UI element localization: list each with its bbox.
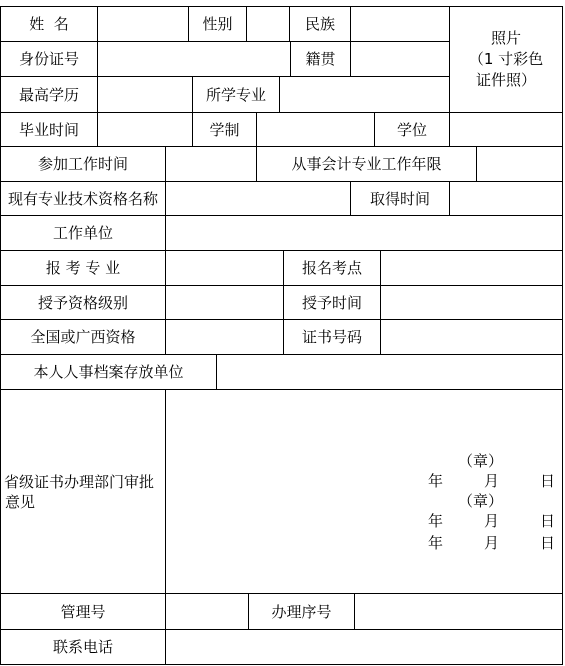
phone-label-text: 联系电话 bbox=[52, 638, 113, 656]
accounting-years-label-text: 从事会计专业工作年限 bbox=[291, 155, 442, 173]
schooling-label-text: 学制 bbox=[209, 120, 240, 139]
employer-field[interactable] bbox=[165, 215, 563, 251]
qualification-label-text: 现有专业技术资格名称 bbox=[7, 189, 158, 208]
obtain-time-label bbox=[350, 181, 450, 216]
granted-level-label bbox=[0, 285, 166, 320]
photo-box[interactable] bbox=[449, 6, 563, 113]
work-start-field[interactable] bbox=[165, 146, 257, 182]
gender-field[interactable] bbox=[246, 6, 290, 42]
gender-label bbox=[188, 6, 247, 42]
granted-level-field[interactable] bbox=[165, 285, 284, 320]
major-field[interactable] bbox=[279, 76, 450, 113]
approval-opinion-area[interactable] bbox=[165, 389, 563, 594]
education-label-text: 最高学历 bbox=[18, 85, 79, 104]
major-label bbox=[192, 76, 280, 113]
process-no-label-text: 办理序号 bbox=[271, 602, 332, 621]
name-label-text: 姓 名 bbox=[29, 15, 69, 33]
cert-no-field[interactable] bbox=[380, 319, 563, 355]
cert-no-label-text: 证书号码 bbox=[301, 328, 362, 346]
national-label bbox=[0, 319, 166, 355]
granted-time-label-text: 授予时间 bbox=[301, 293, 362, 312]
seal-1: （章） bbox=[458, 452, 504, 470]
process-no-label bbox=[248, 593, 355, 630]
education-label bbox=[0, 76, 98, 113]
photo-line-1: 照片 bbox=[490, 29, 521, 47]
native-label-text: 籍贯 bbox=[305, 50, 336, 68]
archive-field[interactable] bbox=[216, 354, 563, 390]
grad-time-field[interactable] bbox=[97, 112, 193, 147]
ethnicity-label-text: 民族 bbox=[304, 15, 335, 33]
mgmt-no-field[interactable] bbox=[165, 593, 249, 630]
id-label bbox=[0, 41, 98, 77]
approval-label-line-2: 意见 bbox=[5, 492, 36, 511]
ethnicity-field[interactable] bbox=[350, 6, 450, 42]
work-start-label bbox=[0, 146, 166, 182]
approval-label-line-1: 省级证书办理部门审批 bbox=[4, 472, 155, 491]
exam-site-label bbox=[283, 250, 381, 286]
exam-site-label-text: 报名考点 bbox=[301, 259, 362, 277]
schooling-label bbox=[192, 112, 257, 147]
education-field[interactable] bbox=[97, 76, 193, 113]
granted-level-label-text: 授予资格级别 bbox=[37, 293, 128, 312]
date-1-month: 月 bbox=[484, 472, 500, 490]
qualification-label bbox=[0, 181, 166, 216]
archive-label-text: 本人人事档案存放单位 bbox=[33, 363, 184, 381]
grad-time-label bbox=[0, 112, 98, 147]
obtain-time-label-text: 取得时间 bbox=[369, 189, 430, 208]
date-2-month: 月 bbox=[484, 512, 500, 530]
granted-time-field[interactable] bbox=[380, 285, 563, 320]
mgmt-no-label-text: 管理号 bbox=[60, 602, 106, 621]
id-field[interactable] bbox=[97, 41, 291, 77]
employer-label-text: 工作单位 bbox=[52, 224, 113, 242]
accounting-years-field[interactable] bbox=[476, 146, 563, 182]
date-3-day: 日 bbox=[540, 534, 556, 552]
native-label bbox=[290, 41, 351, 77]
date-2-day: 日 bbox=[540, 512, 556, 530]
phone-field[interactable] bbox=[165, 629, 563, 665]
employer-label bbox=[0, 215, 166, 251]
grad-time-label-text: 毕业时间 bbox=[18, 120, 79, 139]
date-1-day: 日 bbox=[540, 472, 556, 490]
work-start-label-text: 参加工作时间 bbox=[37, 155, 128, 173]
degree-field[interactable] bbox=[449, 112, 563, 147]
date-1-year: 年 bbox=[428, 472, 444, 490]
mgmt-no-label bbox=[0, 593, 166, 630]
degree-label-text: 学位 bbox=[396, 120, 427, 139]
national-label-text: 全国或广西资格 bbox=[30, 328, 136, 346]
name-label bbox=[0, 6, 98, 42]
schooling-field[interactable] bbox=[256, 112, 375, 147]
date-3-month: 月 bbox=[484, 534, 500, 552]
granted-time-label bbox=[283, 285, 381, 320]
native-field[interactable] bbox=[350, 41, 450, 77]
archive-label bbox=[0, 354, 217, 390]
date-2-year: 年 bbox=[428, 512, 444, 530]
date-3-year: 年 bbox=[428, 534, 444, 552]
exam-major-label bbox=[0, 250, 166, 286]
obtain-time-field[interactable] bbox=[449, 181, 563, 216]
exam-major-field[interactable] bbox=[165, 250, 284, 286]
process-no-field[interactable] bbox=[354, 593, 563, 630]
degree-label bbox=[374, 112, 450, 147]
photo-line-2: （1 寸彩色 bbox=[468, 50, 544, 68]
id-label-text: 身份证号 bbox=[18, 50, 79, 68]
gender-label-text: 性别 bbox=[202, 15, 233, 33]
qualification-field[interactable] bbox=[165, 181, 351, 216]
ethnicity-label bbox=[289, 6, 351, 42]
name-field[interactable] bbox=[97, 6, 189, 42]
approval-label bbox=[0, 389, 166, 594]
exam-site-field[interactable] bbox=[380, 250, 563, 286]
major-label-text: 所学专业 bbox=[205, 85, 266, 104]
national-field[interactable] bbox=[165, 319, 284, 355]
photo-line-3: 证件照） bbox=[475, 71, 536, 89]
phone-label bbox=[0, 629, 166, 665]
seal-2: （章） bbox=[458, 492, 504, 510]
exam-major-label-text: 报 考 专 业 bbox=[45, 259, 121, 277]
accounting-years-label bbox=[256, 146, 477, 182]
cert-no-label bbox=[283, 319, 381, 355]
